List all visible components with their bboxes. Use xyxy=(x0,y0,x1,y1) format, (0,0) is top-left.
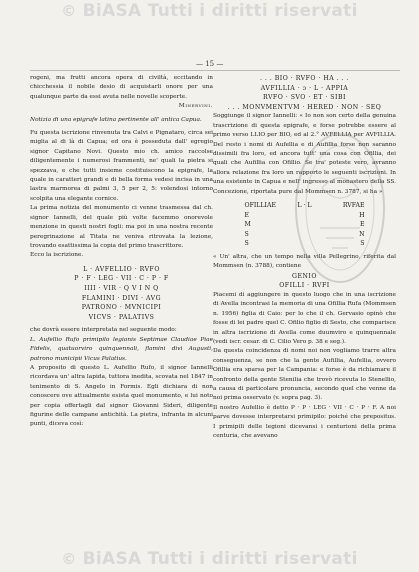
inscription-cell: S xyxy=(360,240,365,248)
paragraph: Ecco la iscrizione. xyxy=(30,252,84,259)
inscription-line: OFILLI · RVFI xyxy=(279,282,330,290)
inscription-line: P · F · LEG · VII · C · P · F xyxy=(74,275,169,283)
page-number: — 15 — xyxy=(196,60,224,68)
inscription-cell: E xyxy=(244,211,250,219)
header-rule xyxy=(30,70,400,71)
paragraph: L. Aufellio Rufo primipilo legionis Septimae Claudiae Piae Fidelis, quatuorviro quinquennali, flamini divi Augusti, patrono municipii Vicus Palatius. xyxy=(30,336,213,362)
library-stamp-watermark xyxy=(292,128,388,288)
paragraph: Fu questa iscrizione rinvenuta tra Calvi e Pignataro, circa sei miglia al di là di Capua; ed ora è posseduta dall' egregio signor Capitano Novi. Questo mio ch. amico raccolse diligentemente i numerosi frammenti, ne' quali la pietra si spezzava, e che tutti insieme costituiscono la epigrafe, la quale in caratteri grandi e di bella forma vedesi incisa in una lastra marmorea di palmi 3, 5 per 2, 5: volendosi intorno scolpita una elegante cornice. xyxy=(30,130,213,202)
inscription-block xyxy=(30,265,213,323)
inscription-cell: N xyxy=(359,230,365,238)
inscription-line: AVFILLIA · ɔ · L · APPIA xyxy=(260,84,349,92)
watermark-text: BiASA Tutti i diritti riservati xyxy=(82,549,358,569)
inscription-cell: OFILLIAE xyxy=(244,202,276,210)
inscription-cell: H xyxy=(359,211,365,219)
watermark-text: BiASA Tutti i diritti riservati xyxy=(82,1,358,21)
inscription-line: PATRONO · MVNICIPI xyxy=(81,304,162,312)
watermark-banner-bottom xyxy=(0,548,419,570)
inscription-line: L · AVFELLIO · RVFO xyxy=(83,265,160,273)
inscription-line: GENIO xyxy=(292,272,317,280)
watermark-banner-top xyxy=(0,0,419,22)
paragraph: Da questa coincidenza di nomi noi non vogliamo trarre altra conseguenza, se non che la gente Aufillia, Aufellia, ovvero Ofillia era sparsa per la Campania: e forse è da richiamare il confronto della gente Stenilia che trovò ricevuta lo Stenellio, a causa di particolare pronuncia, secondo quel che venne da noi prima osservato (v. sopra pag. 3). xyxy=(213,348,396,402)
inscription-line: FLAMINI · DIVI · AVG xyxy=(81,294,162,302)
left-column xyxy=(30,74,213,430)
inscription-line: IIII · VIR · Q V I N Q xyxy=(84,284,159,292)
inscription-line: . . . MONVMENTVM · HERED · NON · SEQ xyxy=(227,103,382,111)
article-title: Notizia di una epigrafe latina pertinente all' antica Capua. xyxy=(30,116,202,123)
inscription-block xyxy=(213,74,396,112)
inscription-cell: S xyxy=(244,230,249,238)
paragraph: che dovrà essere interpretata nel seguente modo: xyxy=(30,327,177,334)
inscription-line: RVFO · SVO · ET · SIBI xyxy=(263,94,346,102)
inscription-cell: S xyxy=(244,240,249,248)
paragraph: « Un' altra, che un tempo nella villa Pellegrino, riferita dal Mommsen (n. 3788), contiene xyxy=(213,254,396,270)
paragraph: Soggiunge il signor Iannelli: « Io non son certo della genuina trascrizione di questa epigrafe, e forse potrebbe essere al primo verso LLIO per BIO, ed al 2.° AVFELLIA per AVFILLIA. Del resto i nomi di Aufellia e di Aufillia forse non saranno dissimili fra loro, ed ancora tutt' una cosa con Ofillia, dei quali che Aufillia con Ofillio. Se tra' poteste vero, avranno allora relazione fra loro un rapporto le seguenti iscrizioni. In una esistente in Capua e nell' ingresso al monastero della SS. Concezione, riportata pure dal Mommsen n. 3787, si ha » xyxy=(213,113,396,195)
inscription-cell: E xyxy=(359,221,365,229)
inscription-cell: M xyxy=(244,221,251,229)
signature: Minervini. xyxy=(178,103,213,110)
paragraph: Piacemi di aggiungere in questo luogo che in una iscrizione di Avella incontrasi la memoria di una Ofillia Rufa (Mommsen n. 1956) figlia di Caio: per lo che il ch. Gervasio opinò che fosse di lei padre quel C. Ofilio figlio di Sesto, che comparisce in altra iscrizione di Avella come duumviro e quinquennale (vedi iscr. cesar. di C. Cilio Vero p. 38 e seg.). xyxy=(213,292,396,346)
inscription-cell: RVFAE xyxy=(342,202,365,210)
inscription-line: VICVS · PALATIVS xyxy=(88,313,155,321)
paragraph: A proposito di questo L. Aufellio Rufo, il signor Iannelli ricordava un' altra lapida, tuttora inedita, scovata nel 1847 in tenimento di S. Angelo in Formis. Egli dichiara di non conoscere ove attualmente esista quel monumento, e lui noto per copia offertagli dal signor Giovanni Sideri, diligente figurine delle campane antichità. La pietra, infranta in alcuni punti, diceva così: xyxy=(30,364,213,428)
paragraph: La prima notizia del monumento ci venne trasmessa dal ch. signor Iannelli, del quale più volte facemmo onorevole menzione in questi nostri fogli: ma poi in una nostra recente peregrinazione al Titata ne veniva ritrovata la lezione, trovando esattissima la copia del primo trascrittore. xyxy=(30,205,213,249)
paragraph: Il nostro Aufellio è detto P · P · LEG · VII · C · P · F. A noi parve dovesse interpretarsi primipilo: poiché che prepositus. I primipili delle legioni dicevansi i centurioni della prima centuria, che avevano xyxy=(213,404,396,440)
paragraph: rogeni, ma frutti ancora opera di civiltà, eccitando in chicchessia il nobile desio di acquistarli onore per una qualunque parte da essi avuta nelle novelle scoperte. xyxy=(30,75,213,100)
inscription-cell: L · L xyxy=(297,202,312,210)
copyright-icon: © xyxy=(61,550,77,568)
inscription-line: . . . BIO · RVFO · HA . . . xyxy=(259,75,350,82)
copyright-icon: © xyxy=(61,2,77,20)
